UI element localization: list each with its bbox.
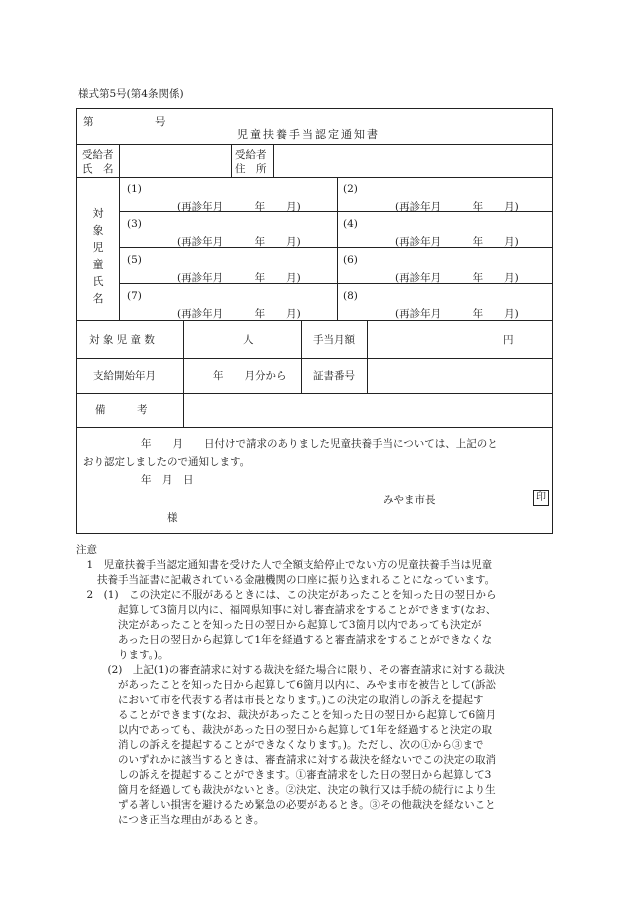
notice-line-2: おり認定しましたので通知します。: [83, 456, 251, 468]
row-divider: [77, 358, 552, 359]
reexam-date: (再診年月 年 月): [395, 201, 519, 213]
col-divider: [301, 320, 302, 393]
child-slot-number: (4): [343, 218, 358, 230]
col-divider: [273, 144, 274, 177]
reexam-date: (再診年月 年 月): [395, 236, 519, 248]
number-prefix: 第: [83, 116, 94, 128]
col-divider: [337, 177, 338, 320]
children-count-unit: 人: [243, 334, 254, 346]
note-line: 箇月を経過しても裁決がないとき。②決定、決定の執行又は手続の続行により生: [76, 784, 496, 796]
number-suffix: 号: [155, 116, 166, 128]
col-divider: [183, 320, 184, 427]
certificate-number-label: 証書番号: [313, 370, 355, 382]
recipient-address-label-2: 住 所: [235, 163, 267, 175]
payment-start-label: 支給開始年月: [93, 370, 156, 382]
note-line: 決定があったことを知った日の翌日から起算して3箇月以内であっても決定が: [76, 619, 482, 631]
document-title: 児童扶養手当認定通知書: [237, 128, 380, 141]
mayor-name: みやま市長: [383, 494, 436, 506]
notice-line-1: 年 月 日付けで請求のありました児童扶養手当については、上記のと: [141, 438, 498, 450]
note-line: において市を代表する者は市長となります。)この決定の取消しの訴えを提起す: [76, 694, 484, 706]
reexam-date: (再診年月 年 月): [177, 308, 301, 320]
monthly-amount-label: 手当月額: [313, 334, 355, 346]
monthly-amount-unit: 円: [503, 334, 514, 346]
note-line: があったことを知った日から起算して6箇月以内に、みやま市を被告として(訴訟: [76, 679, 497, 691]
addressee-suffix: 様: [167, 512, 178, 524]
reexam-date: (再診年月 年 月): [177, 272, 301, 284]
col-divider: [231, 144, 232, 177]
children-count-label: 対 象 児 童 数: [89, 334, 155, 346]
child-slot-number: (3): [127, 218, 142, 230]
seal-stamp: 印: [533, 490, 549, 506]
col-divider: [367, 320, 368, 393]
note-line: 2 (1) この決定に不服があるときには、この決定があったことを知った日の翌日から: [76, 589, 497, 601]
child-slot-number: (2): [343, 183, 358, 195]
children-names-label: 対象児童氏名: [92, 207, 104, 305]
notice-date: 年 月 日: [141, 474, 194, 486]
note-line: 扶養手当証書に記載されている金融機関の口座に振り込まれることになっています。: [76, 574, 496, 586]
child-slot-number: (8): [343, 290, 358, 302]
note-line: につき正当な理由があるとき。: [76, 814, 265, 826]
child-slot-number: (5): [127, 254, 142, 266]
recipient-name-label-2: 氏 名: [82, 163, 114, 175]
note-line: あった日の翌日から起算して1年を経過すると審査請求をすることができなくな: [76, 634, 493, 646]
row-divider: [77, 177, 552, 178]
recipient-address-label: 受給者: [235, 149, 267, 161]
child-slot-number: (1): [127, 183, 142, 195]
col-divider: [119, 177, 120, 320]
note-line: 1 児童扶養手当認定通知書を受けた人で全額支給停止でない方の児童扶養手当は児童: [76, 559, 493, 571]
child-slot-number: (6): [343, 254, 358, 266]
recipient-name-label: 受給者: [82, 149, 114, 161]
remarks-label: 備 考: [95, 404, 148, 416]
form-caption: 様式第5号(第4条関係): [78, 88, 184, 100]
note-line: (2) 上記(1)の審査請求に対する裁決を経た場合に限り、その審査請求に対する裁決: [76, 664, 505, 676]
note-line: のいずれかに該当するときは、審査請求に対する裁決を経ないでこの決定の取消: [76, 754, 496, 766]
note-line: ります。)。: [76, 649, 169, 661]
reexam-date: (再診年月 年 月): [395, 308, 519, 320]
reexam-date: (再診年月 年 月): [177, 236, 301, 248]
reexam-date: (再診年月 年 月): [395, 272, 519, 284]
note-line: 起算して3箇月以内に、福岡県知事に対し審査請求をすることができます(なお、: [76, 604, 497, 616]
note-line: 消しの訴えを提起することができなくなります。)。ただし、次の①から③まで: [76, 739, 484, 751]
note-line: 以内であっても、裁決があった日の翌日から起算して1年を経過すると決定の取: [76, 724, 492, 736]
note-line: ずる著しい損害を避けるため緊急の必要があるとき。③その他裁決を経ないこと: [76, 799, 496, 811]
notes-heading: 注意: [76, 544, 97, 556]
child-slot-number: (7): [127, 290, 142, 302]
note-line: しの訴えを提起することができます。①審査請求をした日の翌日から起算して3: [76, 769, 492, 781]
notes-section: [76, 543, 556, 828]
note-line: ることができます(なお、裁決があったことを知った日の翌日から起算して6箇月: [76, 709, 497, 721]
col-divider: [119, 144, 120, 177]
reexam-date: (再診年月 年 月): [177, 201, 301, 213]
payment-start-value: 年 月分から: [213, 370, 287, 382]
row-divider: [77, 144, 552, 145]
row-divider: [77, 393, 552, 394]
notice-form: [76, 108, 553, 534]
row-divider: [77, 427, 552, 428]
